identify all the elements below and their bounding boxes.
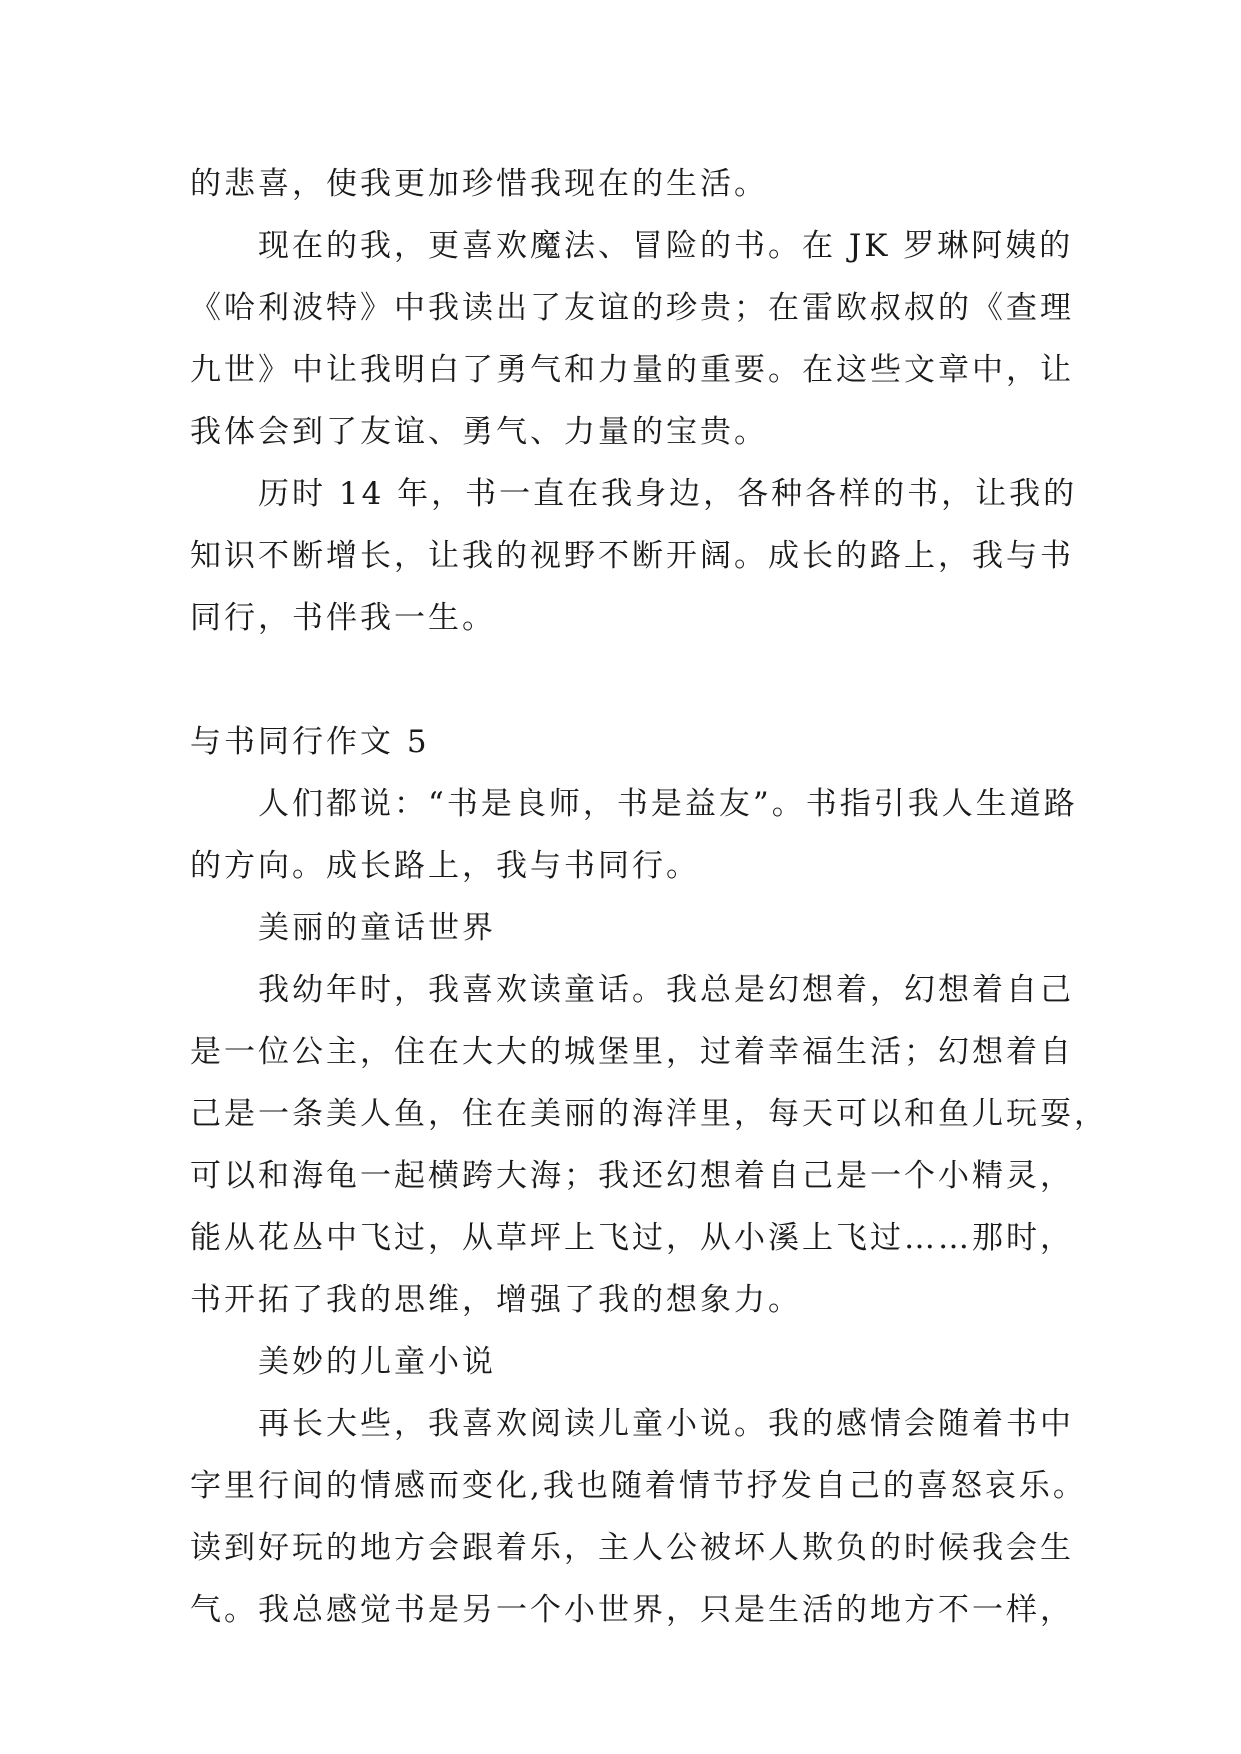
text-line: 可以和海龟一起横跨大海；我还幻想着自己是一个小精灵，	[190, 1158, 1074, 1194]
text-line: 知识不断增长，让我的视野不断开阔。成长的路上，我与书	[190, 538, 1074, 574]
text-line: 的悲喜，使我更加珍惜我现在的生活。	[190, 166, 768, 202]
text-line: 我体会到了友谊、勇气、力量的宝贵。	[190, 414, 768, 450]
paragraph-start: 再长大些，我喜欢阅读儿童小说。我的感情会随着书中	[258, 1406, 1074, 1442]
paragraph-start: 人们都说：“书是良师，书是益友”。书指引我人生道路	[258, 786, 1078, 822]
text-line: 《哈利波特》中我读出了友谊的珍贵；在雷欧叔叔的《查理	[190, 290, 1074, 326]
text-line: 是一位公主，住在大大的城堡里，过着幸福生活；幻想着自	[190, 1034, 1074, 1070]
paragraph-start: 现在的我，更喜欢魔法、冒险的书。在 JK 罗琳阿姨的	[258, 228, 1074, 264]
text-line: 的方向。成长路上，我与书同行。	[190, 848, 700, 884]
paragraph-start: 历时 14 年，书一直在我身边，各种各样的书，让我的	[258, 476, 1078, 512]
section-title: 与书同行作文 5	[190, 724, 430, 760]
paragraph-start: 我幼年时，我喜欢读童话。我总是幻想着，幻想着自己	[258, 972, 1074, 1008]
text-line: 书开拓了我的思维，增强了我的想象力。	[190, 1282, 802, 1318]
text-line: 字里行间的情感而变化,我也随着情节抒发自己的喜怒哀乐。	[190, 1468, 1087, 1504]
text-line: 同行，书伴我一生。	[190, 600, 496, 636]
text-line: 读到好玩的地方会跟着乐，主人公被坏人欺负的时候我会生	[190, 1530, 1074, 1566]
text-line: 气。我总感觉书是另一个小世界，只是生活的地方不一样，	[190, 1592, 1074, 1628]
subheading: 美丽的童话世界	[258, 910, 496, 946]
blank-line	[190, 649, 1060, 711]
text-line: 能从花丛中飞过，从草坪上飞过，从小溪上飞过……那时，	[190, 1220, 1074, 1256]
document-body	[190, 153, 1108, 1641]
text-line: 九世》中让我明白了勇气和力量的重要。在这些文章中，让	[190, 352, 1074, 388]
text-line: 己是一条美人鱼，住在美丽的海洋里，每天可以和鱼儿玩耍，	[190, 1096, 1108, 1132]
subheading: 美妙的儿童小说	[258, 1344, 496, 1380]
